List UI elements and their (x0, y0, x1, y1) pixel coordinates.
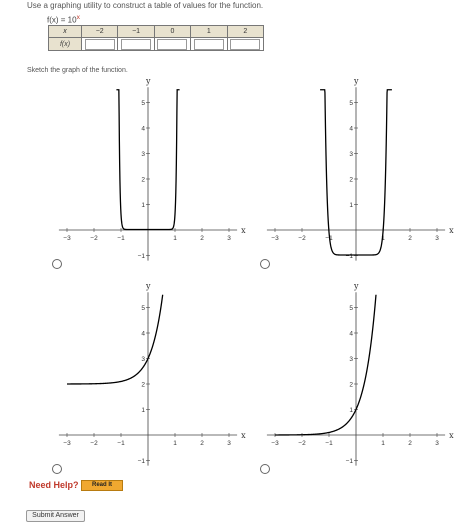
y-tick-label: 5 (141, 100, 145, 107)
radio-option-b[interactable] (260, 259, 270, 269)
y-tick-label: 4 (349, 125, 353, 133)
x-value: 2 (227, 26, 263, 38)
x-tick-label: −1 (325, 440, 333, 447)
x-tick-label: 3 (435, 440, 439, 447)
x-axis-label: x (449, 431, 454, 440)
y-axis-label: y (146, 281, 151, 291)
x-tick-label: 2 (408, 440, 412, 447)
fx-input[interactable] (230, 39, 260, 50)
x-tick-label: 3 (227, 440, 231, 447)
y-axis-label: y (354, 281, 359, 291)
graph-option-a (52, 76, 246, 260)
y-tick-label: 4 (141, 125, 145, 133)
sketch-prompt: Sketch the graph of the function. (27, 67, 128, 74)
y-tick-label: 1 (141, 202, 145, 209)
x-tick-label: −1 (117, 440, 125, 447)
y-tick-label: 4 (349, 330, 353, 338)
graph-option-b (260, 76, 454, 260)
x-tick-label: 1 (173, 440, 177, 447)
y-tick-label: 1 (349, 407, 353, 414)
x-tick-label: −2 (90, 440, 98, 447)
y-tick-label: 1 (349, 202, 353, 209)
x-tick-label: 3 (435, 235, 439, 242)
x-tick-label: 2 (200, 440, 204, 447)
row-label-fx: f(x) (49, 38, 82, 51)
instructions: Use a graphing utility to construct a table of values for the function. (27, 1, 264, 10)
x-tick-label: −3 (63, 235, 71, 242)
submit-answer-button[interactable]: Submit Answer (26, 510, 85, 522)
read-it-button[interactable]: Read It (81, 480, 123, 491)
radio-option-c[interactable] (52, 464, 62, 474)
y-axis-label: y (146, 76, 151, 86)
fx-input[interactable] (194, 39, 224, 50)
x-tick-label: −1 (117, 235, 125, 242)
x-axis-label: x (241, 431, 246, 440)
x-tick-label: −1 (325, 235, 333, 242)
x-value: −2 (82, 26, 118, 38)
y-tick-label: −1 (137, 458, 145, 465)
function-exponent: x (76, 14, 80, 21)
need-help-label: Need Help? (29, 480, 79, 490)
y-tick-label: 5 (349, 100, 353, 107)
values-table (48, 25, 264, 51)
x-tick-label: −3 (271, 235, 279, 242)
fx-cell (118, 38, 154, 51)
y-tick-label: 2 (141, 381, 145, 389)
x-axis-label: x (449, 226, 454, 235)
x-tick-label: −2 (90, 235, 98, 242)
y-tick-label: 1 (141, 407, 145, 414)
y-tick-label: 3 (349, 151, 353, 158)
x-tick-label: −3 (63, 440, 71, 447)
graph-option-d (260, 281, 454, 465)
x-tick-label: −2 (298, 440, 306, 447)
function-definition (47, 14, 80, 25)
x-value: −1 (118, 26, 154, 38)
fx-input[interactable] (157, 39, 187, 50)
x-tick-label: −3 (271, 440, 279, 447)
y-tick-label: 4 (141, 330, 145, 338)
fx-cell (82, 38, 118, 51)
table-header-row (49, 26, 264, 38)
y-tick-label: 3 (141, 151, 145, 158)
fx-cell (227, 38, 263, 51)
fx-cell (154, 38, 190, 51)
fx-input[interactable] (121, 39, 151, 50)
x-tick-label: 1 (381, 440, 385, 447)
graph-option-c (52, 281, 246, 465)
curve-line (275, 295, 376, 435)
y-tick-label: 2 (141, 176, 145, 184)
y-tick-label: −1 (345, 458, 353, 465)
y-tick-label: 5 (349, 305, 353, 312)
x-tick-label: 1 (173, 235, 177, 242)
x-tick-label: 2 (408, 235, 412, 242)
x-tick-label: 2 (200, 235, 204, 242)
fx-input[interactable] (85, 39, 115, 50)
y-tick-label: 3 (141, 356, 145, 363)
function-lhs: f(x) = 10 (47, 15, 77, 25)
x-axis-label: x (241, 226, 246, 235)
fx-cell (191, 38, 227, 51)
table-fx-row (49, 38, 264, 51)
x-tick-label: 3 (227, 235, 231, 242)
radio-option-a[interactable] (52, 259, 62, 269)
x-tick-label: 1 (381, 235, 385, 242)
row-label-x: x (49, 26, 82, 38)
y-tick-label: 3 (349, 356, 353, 363)
radio-option-d[interactable] (260, 464, 270, 474)
y-axis-label: y (354, 76, 359, 86)
x-value: 0 (154, 26, 190, 38)
y-tick-label: 2 (349, 176, 353, 184)
y-tick-label: 2 (349, 381, 353, 389)
x-value: 1 (191, 26, 227, 38)
x-tick-label: −2 (298, 235, 306, 242)
y-tick-label: 5 (141, 305, 145, 312)
y-tick-label: −1 (137, 253, 145, 260)
y-tick-label: −1 (345, 253, 353, 260)
